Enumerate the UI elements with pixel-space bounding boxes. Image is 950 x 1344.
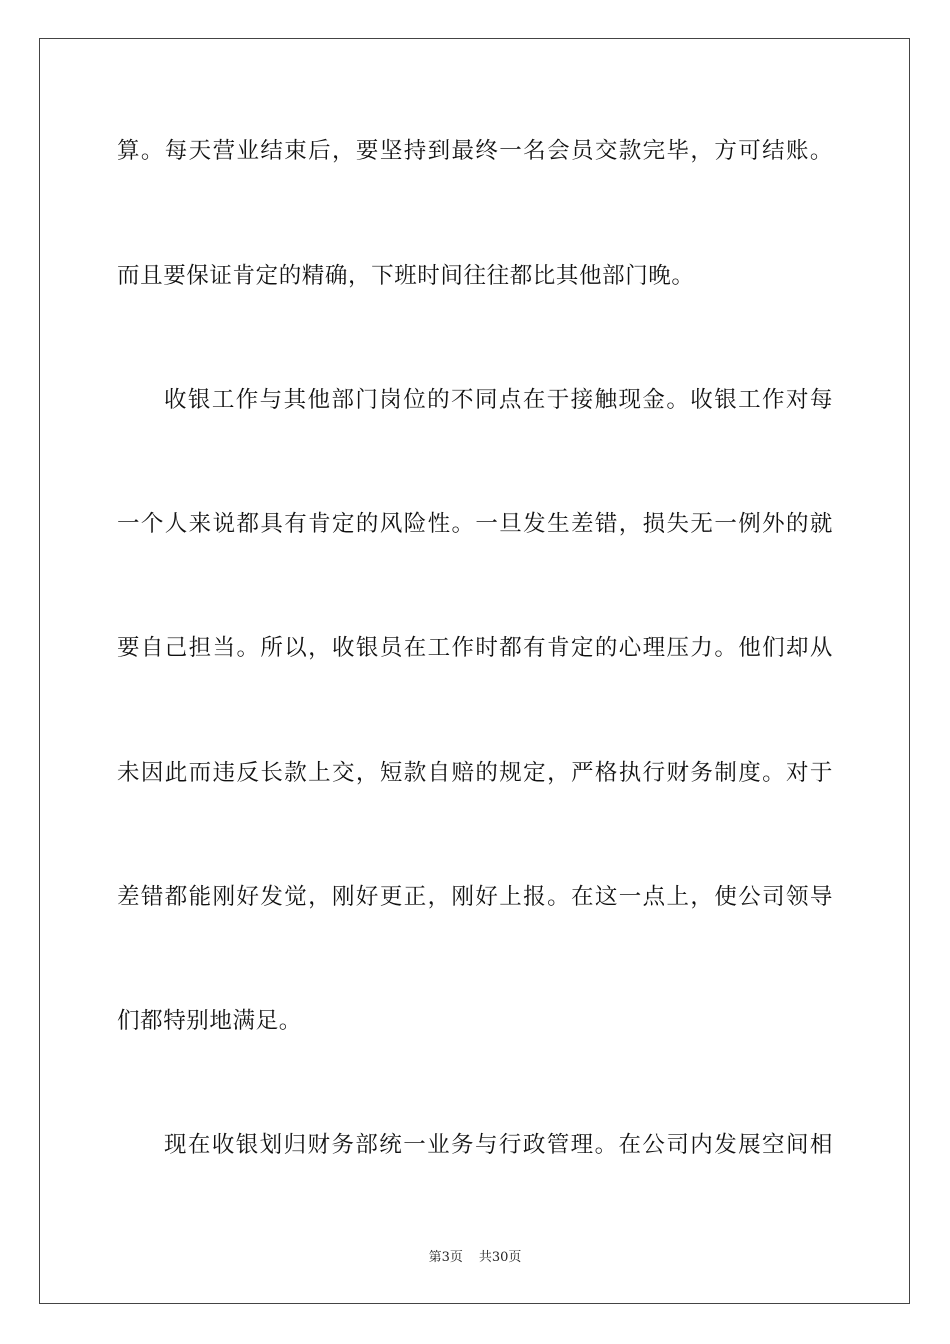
- page-number: 第3页: [428, 1250, 463, 1265]
- paragraph-line: 算。每天营业结束后，要坚持到最终一名会员交款完毕，方可结账。: [117, 138, 833, 164]
- paragraph-line: 而且要保证肯定的精确，下班时间往往都比其他部门晚。: [117, 263, 695, 289]
- paragraph-line: 未因此而违反长款上交，短款自赔的规定，严格执行财务制度。对于: [117, 760, 833, 786]
- page-footer: [0, 1246, 950, 1265]
- paragraph-line: 现在收银划归财务部统一业务与行政管理。在公司内发展空间相: [164, 1132, 833, 1158]
- page-border: [39, 38, 910, 1304]
- paragraph-line: 要自己担当。所以，收银员在工作时都有肯定的心理压力。他们却从: [117, 635, 833, 661]
- paragraph-line: 一个人来说都具有肯定的风险性。一旦发生差错，损失无一例外的就: [117, 511, 833, 537]
- paragraph-line: 们都特别地满足。: [117, 1008, 302, 1034]
- paragraph-line: 差错都能刚好发觉，刚好更正，刚好上报。在这一点上，使公司领导: [117, 884, 833, 910]
- paragraph-line: 收银工作与其他部门岗位的不同点在于接触现金。收银工作对每: [164, 387, 833, 413]
- total-pages: 共30页: [478, 1250, 522, 1265]
